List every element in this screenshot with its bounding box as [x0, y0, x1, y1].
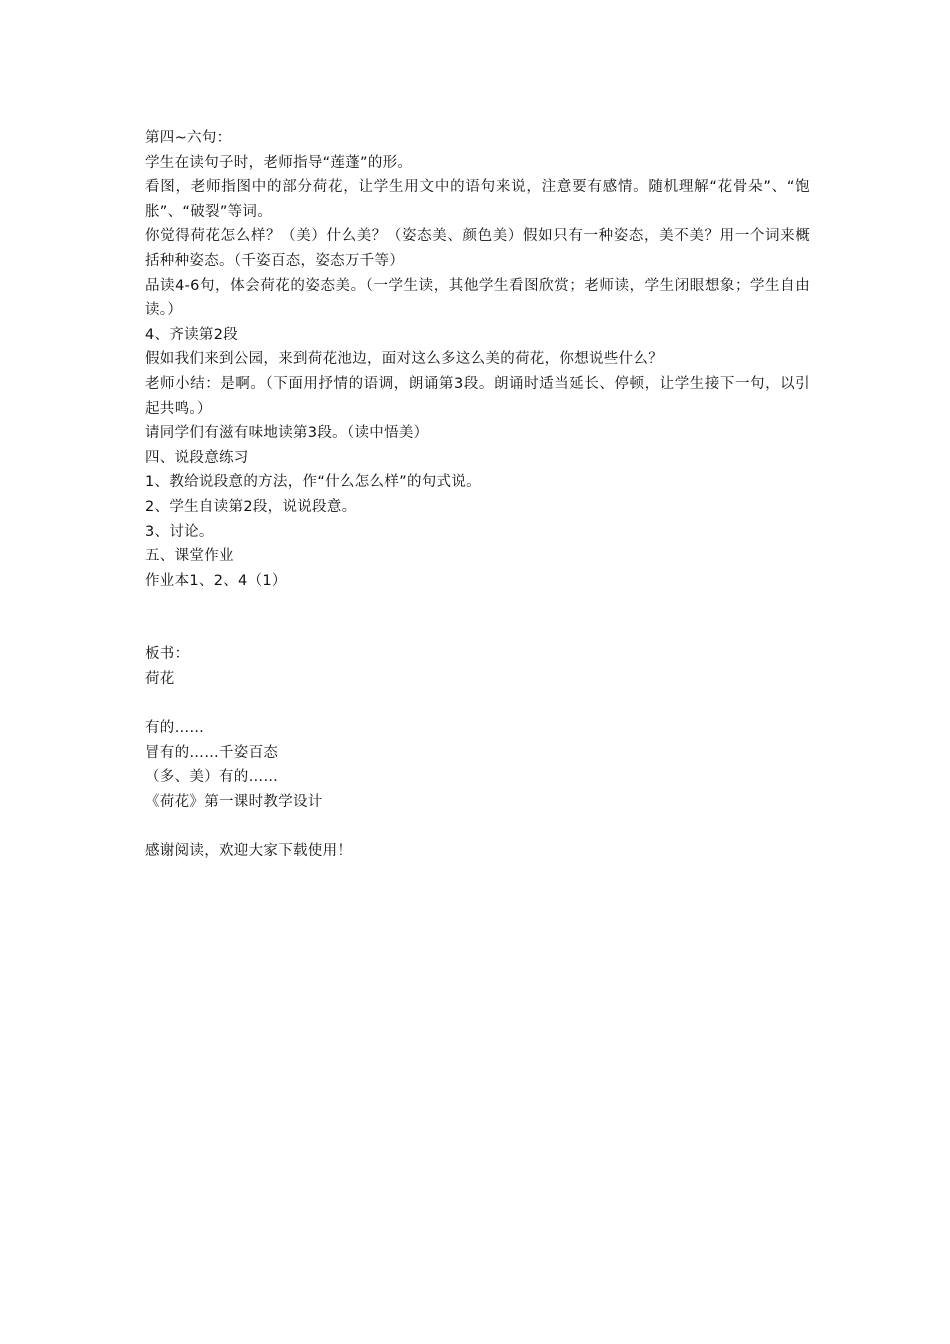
board-line: 冒有的……千姿百态 — [145, 744, 279, 761]
paragraph: 品读4-6句，体会荷花的姿态美。（一学生读，其他学生看图欣赏；老师读，学生闭眼想象；学生自由读。） — [145, 277, 810, 319]
list-item: 作业本1、2、4（1） — [145, 572, 287, 589]
spacer — [145, 593, 810, 618]
paragraph: 你觉得荷花怎么样？（美）什么美？（姿态美、颜色美）假如只有一种姿态，美不美？用一个词来概括种种姿态。（千姿百态，姿态万千等） — [145, 228, 810, 269]
paragraph: 请同学们有滋有味地读第3段。（读中悟美） — [145, 425, 429, 442]
paragraph: 老师小结：是啊。（下面用抒情的语调，朗诵第3段。朗诵时适当延长、停顿，让学生接下一句，以引起共鸣。） — [145, 375, 810, 417]
spacer — [145, 815, 810, 840]
paragraph: 看图，老师指图中的部分荷花，让学生用文中的语句来说，注意要有感情。随机理解“花骨朵”、“饱胀”、“破裂”等词。 — [145, 179, 810, 220]
closing-note: 感谢阅读，欢迎大家下载使用！ — [145, 843, 353, 860]
section-heading: 四、说段意练习 — [145, 449, 249, 466]
spacer — [145, 618, 810, 643]
board-subject: 荷花 — [145, 671, 175, 688]
paragraph: 假如我们来到公园，来到荷花池边，面对这么多这么美的荷花，你想说些什么？ — [145, 351, 663, 368]
document-title: 《荷花》第一课时教学设计 — [145, 794, 323, 811]
document-body — [145, 126, 810, 864]
paragraph: 学生在读句子时，老师指导“莲蓬”的形。 — [145, 154, 413, 171]
board-line: 有的…… — [145, 720, 205, 737]
section-heading: 第四~六句： — [145, 130, 232, 146]
spacer — [145, 692, 810, 717]
list-item: 3、讨论。 — [145, 523, 214, 540]
list-item: 4、齐读第2段 — [145, 326, 239, 343]
list-item: 2、学生自读第2段，说说段意。 — [145, 498, 357, 515]
board-heading: 板书： — [145, 646, 190, 663]
list-item: 1、教给说段意的方法，作“什么怎么样”的句式说。 — [145, 474, 481, 491]
section-heading: 五、课堂作业 — [145, 548, 234, 565]
board-line: （多、美）有的…… — [145, 769, 279, 786]
